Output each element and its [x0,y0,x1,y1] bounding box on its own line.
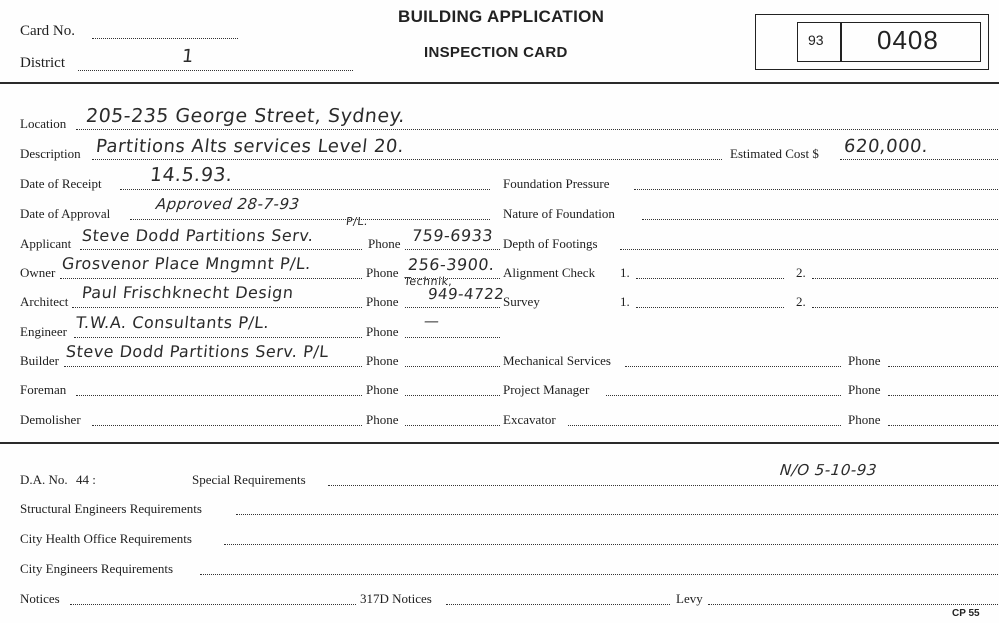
date-approval-label: Date of Approval [20,206,111,221]
location-value: 205-235 George Street, Sydney. [84,105,407,127]
foreman-phone-label: Phone [366,382,399,397]
demolisher-phone-field[interactable] [405,425,500,426]
date-approval-value: Approved 28-7-93 [155,195,301,213]
engineer-phone-field[interactable] [405,337,500,338]
project-manager-phone-label: Phone [848,382,881,397]
form-title: BUILDING APPLICATION [398,7,605,26]
architect-extra: Technik, [403,275,454,288]
architect-field[interactable] [72,307,362,308]
description-label: Description [20,146,81,161]
owner-field[interactable] [60,278,362,279]
builder-field[interactable] [64,366,362,367]
applicant-suffix: P/L. [345,215,369,228]
builder-phone-field[interactable] [405,366,500,367]
card-prefix-number: 93 [808,32,824,48]
architect-label: Architect [20,294,69,309]
mechanical-phone-field[interactable] [888,366,998,367]
alignment-check-label: Alignment Check [503,265,596,280]
applicant-label: Applicant [20,236,72,251]
section-divider [0,442,999,444]
structural-requirements-label: Structural Engineers Requirements [20,501,202,516]
card-main-number: 0408 [877,25,939,55]
survey-1-field[interactable] [636,307,784,308]
demolisher-label: Demolisher [20,412,81,427]
levy-label: Levy [676,591,703,606]
applicant-phone-label: Phone [368,236,401,251]
engineer-label: Engineer [20,324,67,339]
da-no-value: 44 : [76,472,96,487]
notices-317d-label: 317D Notices [360,591,432,606]
date-approval-field[interactable] [130,219,490,220]
owner-label: Owner [20,265,56,280]
special-requirements-value: N/O 5-10-93 [779,461,878,479]
engineer-field[interactable] [74,337,362,338]
form-code: CP 55 [952,608,980,619]
estimated-cost-value: 620,000. [842,136,930,157]
applicant-value: Steve Dodd Partitions Serv. [81,226,315,245]
builder-value: Steve Dodd Partitions Serv. P/L [65,342,330,361]
location-field[interactable] [76,129,999,130]
depth-footings-field[interactable] [620,249,998,250]
foreman-phone-field[interactable] [405,395,500,396]
description-value: Partitions Alts services Level 20. [94,136,406,157]
foreman-label: Foreman [20,382,67,397]
description-field[interactable] [92,159,722,160]
estimated-cost-label: Estimated Cost $ [730,146,819,161]
applicant-phone-value: 759-6933 [411,226,495,245]
owner-phone-value: 256-3900. [407,255,496,274]
demolisher-phone-label: Phone [366,412,399,427]
notices-label: Notices [20,591,60,606]
date-receipt-value: 14.5.93. [148,164,234,186]
header-divider [0,82,999,84]
builder-label: Builder [20,353,59,368]
health-requirements-field[interactable] [224,544,998,545]
excavator-label: Excavator [503,412,556,427]
applicant-phone-field[interactable] [405,249,500,250]
district-value: 1 [180,46,196,67]
da-no-label: D.A. No. [20,472,68,487]
engineer-phone-label: Phone [366,324,399,339]
excavator-phone-field[interactable] [888,425,998,426]
survey-2-field[interactable] [812,307,998,308]
notices-317d-field[interactable] [446,604,670,605]
structural-requirements-field[interactable] [236,514,998,515]
foundation-pressure-field[interactable] [634,189,998,190]
special-requirements-label: Special Requirements [192,472,306,487]
engineer-phone-value: — [423,312,441,330]
nature-foundation-label: Nature of Foundation [503,206,615,221]
district-label: District [20,55,65,71]
architect-phone-label: Phone [366,294,399,309]
project-manager-label: Project Manager [503,382,590,397]
mechanical-phone-label: Phone [848,353,881,368]
mechanical-services-field[interactable] [625,366,841,367]
architect-value: Paul Frischknecht Design [81,283,295,302]
survey-2-label: 2. [796,294,806,309]
alignment-check-1-label: 1. [620,265,630,280]
engineer-value: T.W.A. Consultants P/L. [75,313,271,332]
notices-field[interactable] [70,604,356,605]
project-manager-field[interactable] [606,395,841,396]
depth-footings-label: Depth of Footings [503,236,598,251]
special-requirements-field[interactable] [328,485,998,486]
demolisher-field[interactable] [92,425,362,426]
project-manager-phone-field[interactable] [888,395,998,396]
alignment-check-2-label: 2. [796,265,806,280]
foreman-field[interactable] [76,395,362,396]
alignment-check-1-field[interactable] [636,278,784,279]
card-no-field[interactable] [92,38,238,39]
survey-1-label: 1. [620,294,630,309]
district-field[interactable] [78,70,353,71]
city-engineers-label: City Engineers Requirements [20,561,174,576]
form-subtitle: INSPECTION CARD [424,44,568,61]
levy-field[interactable] [708,604,998,605]
applicant-field[interactable] [80,249,362,250]
excavator-phone-label: Phone [848,412,881,427]
estimated-cost-field[interactable] [840,159,998,160]
survey-label: Survey [503,294,540,309]
date-receipt-field[interactable] [120,189,490,190]
architect-phone-field[interactable] [405,307,500,308]
health-requirements-label: City Health Office Requirements [20,531,192,546]
location-label: Location [20,116,67,131]
alignment-check-2-field[interactable] [812,278,998,279]
architect-phone-value: 949-4722 [427,285,506,303]
card-no-label: Card No. [20,23,75,39]
date-receipt-label: Date of Receipt [20,176,102,191]
city-engineers-field[interactable] [200,574,998,575]
owner-value: Grosvenor Place Mngmnt P/L. [61,254,313,273]
nature-foundation-field[interactable] [642,219,998,220]
builder-phone-label: Phone [366,353,399,368]
excavator-field[interactable] [568,425,841,426]
mechanical-services-label: Mechanical Services [503,353,611,368]
foundation-pressure-label: Foundation Pressure [503,176,610,191]
owner-phone-label: Phone [366,265,399,280]
